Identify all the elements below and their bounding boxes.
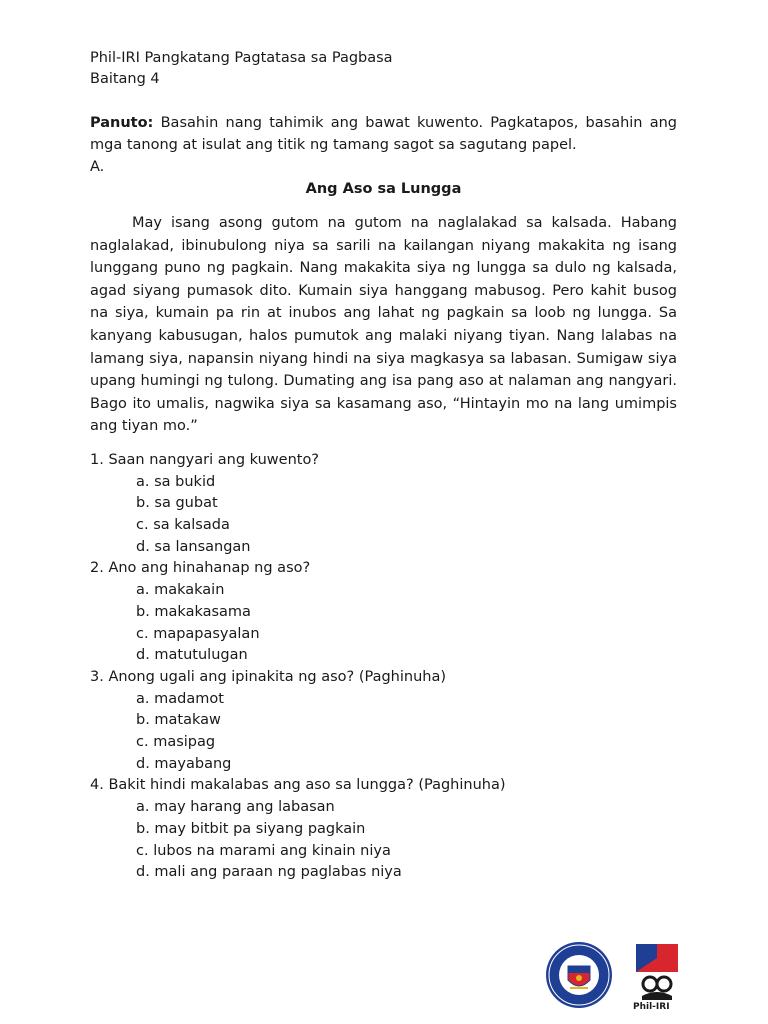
question-4-option: d. mali ang paraan ng paglabas niya <box>136 864 402 881</box>
question-2-option: d. matutulugan <box>136 647 248 664</box>
header-grade: Baitang 4 <box>90 71 160 87</box>
instructions-text: Basahin nang tahimik ang bawat kuwento. Pagkatapos, basahin ang mga tanong at isulat ang titik ng tamang sagot sa sagutang papel. <box>90 115 677 153</box>
question-2-option: c. mapapasyalan <box>136 625 260 642</box>
instructions-label: Panuto: <box>90 115 154 131</box>
question-3-option: d. mayabang <box>136 755 232 772</box>
question-2: 2. Ano ang hinahanap ng aso? <box>90 560 311 577</box>
deped-seal-icon <box>544 940 614 1010</box>
question-4-option: c. lubos na marami ang kinain niya <box>136 842 391 859</box>
document-page <box>90 48 677 884</box>
question-1: 1. Saan nangyari ang kuwento? <box>90 451 320 468</box>
question-3-option: a. madamot <box>136 690 224 707</box>
question-3-option: b. matakaw <box>136 712 221 729</box>
questions-list <box>90 450 677 884</box>
question-1-option: c. sa kalsada <box>136 517 230 534</box>
logos <box>544 940 684 1018</box>
question-1-option: b. sa gubat <box>136 495 218 512</box>
instructions <box>90 112 677 156</box>
section-letter: A. <box>90 159 105 175</box>
question-4: 4. Bakit hindi makalabas ang aso sa lungga? (Paghinuha) <box>90 777 506 794</box>
question-4-option: b. may bitbit pa siyang pagkain <box>136 820 366 837</box>
story-title: Ang Aso sa Lungga <box>305 181 462 197</box>
header-title: Phil-IRI Pangkatang Pagtatasa sa Pagbasa <box>90 50 393 66</box>
question-1-option: a. sa bukid <box>136 473 216 490</box>
question-4-option: a. may harang ang labasan <box>136 799 335 816</box>
question-2-option: a. makakain <box>136 582 225 599</box>
question-3-option: c. masipag <box>136 734 216 751</box>
question-1-option: d. sa lansangan <box>136 538 251 555</box>
phil-iri-label: Phil-IRI <box>633 1002 670 1012</box>
question-2-option: b. makakasama <box>136 603 251 620</box>
story-paragraph: May isang asong gutom na gutom na naglalakad sa kalsada. Habang naglalakad, ibinubulong niya sa sarili na kailangan niyang makakita ng isang lunggang puno ng pagkain. Nang makakita siya ng lungga sa dulo ng kalsada, agad siyang pumasok dito. Kumain siya hanggang mabusog. Pero kahit busog na siya, kumain pa rin at inubos ang lahat ng pagkain sa loob ng lungga. Sa kanyang kabusugan, halos pumutok ang malaki niyang tiyan. Nang lalabas na lamang siya, napansin niyang hindi na siya magkasya sa labasan. Sumigaw siya upang humingi ng tulong. Dumating ang isa pang aso at nalaman ang nangyari. Bago ito umalis, nagwika siya sa kasamang aso, “Hintayin mo na lang umimpis ang tiyan mo.” <box>90 215 677 435</box>
question-3: 3. Anong ugali ang ipinakita ng aso? (Paghinuha) <box>90 668 446 685</box>
